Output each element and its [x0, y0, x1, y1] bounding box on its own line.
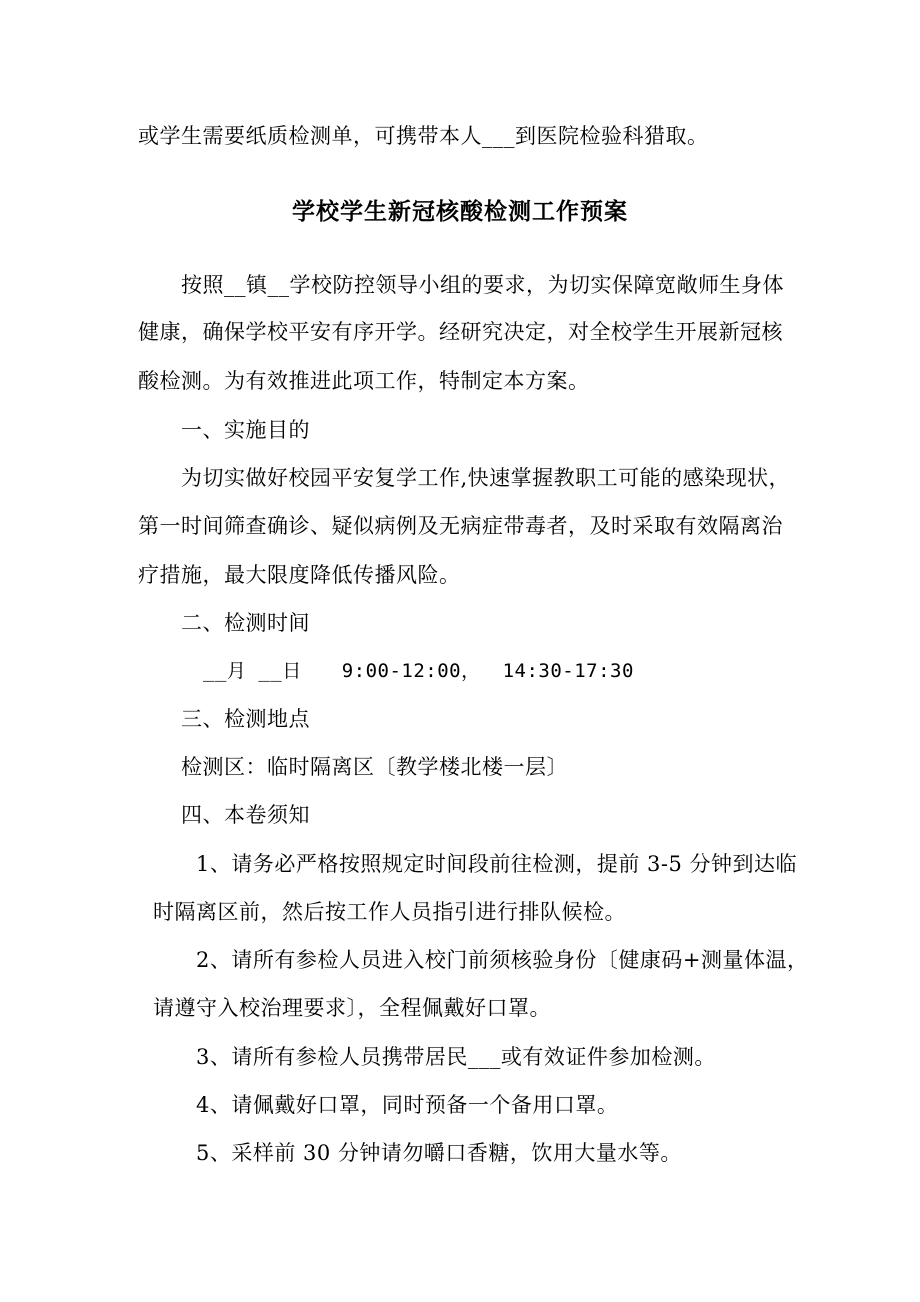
note-2-line-2: 请遵守入校治理要求〕，全程佩戴好口罩。 [153, 996, 551, 1020]
note-3: 3、请所有参检人员携带居民___或有效证件参加检测。 [196, 1045, 716, 1069]
section-3-body: 检测区：临时隔离区〔教学楼北楼一层〕 [181, 755, 568, 779]
detection-time-line [203, 656, 634, 686]
section-1-line-3: 疗措施，最大限度降低传播风险。 [138, 563, 461, 587]
note-1-line-2: 时隔离区前，然后按工作人员指引进行排队候检。 [153, 900, 626, 924]
note-1-line-1: 1、请务必严格按照规定时间段前往检测，提前 3-5 分钟到达临 [196, 852, 798, 876]
section-3-heading: 三、检测地点 [181, 707, 310, 731]
document-title: 学校学生新冠核酸检测工作预案 [292, 199, 628, 225]
intro-line-2: 健康，确保学校平安有序开学。经研究决定，对全校学生开展新冠核 [138, 320, 783, 344]
section-1-line-1: 为切实做好校园平安复学工作,快速掌握教职工可能的感染现状， [181, 466, 791, 490]
section-4-heading: 四、本卷须知 [181, 803, 310, 827]
afternoon-slot: 14:30-17:30 [502, 660, 634, 682]
section-1-line-2: 第一时间筛查确诊、疑似病例及无病症带毒者，及时采取有效隔离治 [138, 514, 783, 538]
note-4: 4、请佩戴好口罩，同时预备一个备用口罩。 [196, 1093, 619, 1117]
continued-text-line: 或学生需要纸质检测单，可携带本人___到医院检验科猎取。 [138, 124, 709, 148]
intro-line-1: 按照__镇__学校防控领导小组的要求，为切实保障宽敞师生身体 [181, 273, 784, 297]
section-2-heading: 二、检测时间 [181, 611, 310, 635]
section-1-heading: 一、实施目的 [181, 418, 310, 442]
note-5: 5、采样前 30 分钟请勿嚼口香糖，饮用大量水等。 [196, 1141, 682, 1165]
morning-slot: 9:00-12:00， [341, 660, 481, 682]
intro-line-3: 酸检测。为有效推进此项工作，特制定本方案。 [138, 369, 590, 393]
detection-date: __月 __日 [203, 660, 302, 682]
note-2-line-1: 2、请所有参检人员进入校门前须核验身份〔健康码+测量体温， [196, 948, 809, 972]
